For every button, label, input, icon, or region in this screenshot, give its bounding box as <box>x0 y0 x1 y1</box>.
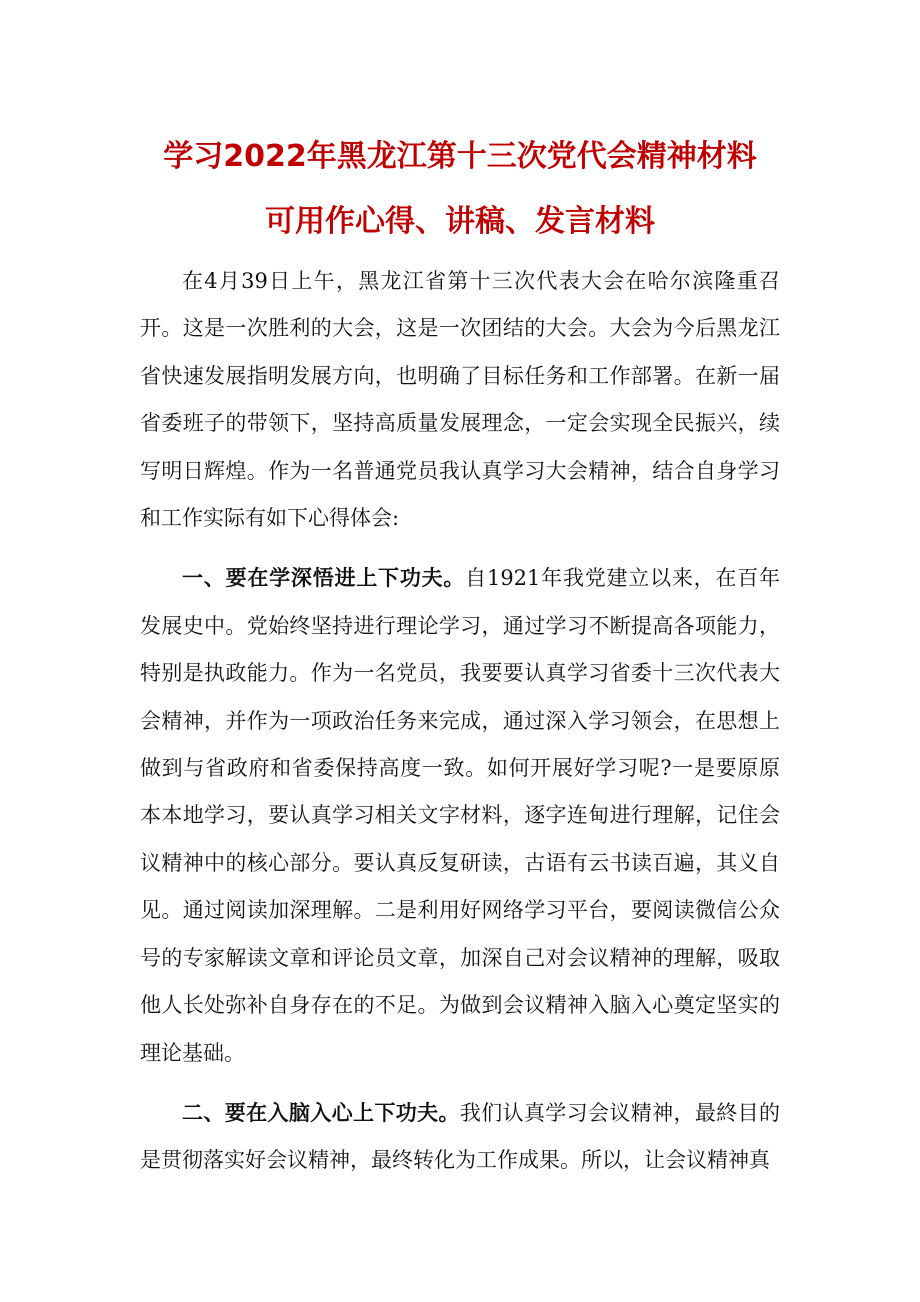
paragraph-lead: 一、要在学深悟进上下功夫。 <box>182 565 466 591</box>
document-body <box>140 257 780 1185</box>
paragraph-lead: 二、要在入脑入心上下功夫。 <box>182 1099 460 1125</box>
document-title-line-1: 学习2022年黑龙江第十三次党代会精神材料 <box>163 139 757 174</box>
paragraph-text: 在4月39日上午，黑龙江省第十三次代表大会在哈尔滨隆重召开。这是一次胜利的大会，这是一次团结的大会。大会为今后黑龙江省快速发展指明发展方向，也明确了目标任务和工作部署。在新一届省委班子的带领下，坚持高质量发展理念，一定会实现全民振兴，续写明日辉煌。作为一名普通党员我认真学习大会精神，结合自身学习和工作实际有如下心得体会: <box>140 269 780 531</box>
paragraph-section-2 <box>140 1089 780 1185</box>
paragraph-text: 我们认真学习会议精神，最終目的是贯彻落实好会议精神，最终转化为工作成果。所以，让会议精神真 <box>140 1100 781 1173</box>
paragraph-text: 自1921年我党建立以来，在百年发展史中。党始终坚持进行理论学习，通过学习不断提高各项能力，特别是执政能力。作为一名党员，我要要认真学习省委十三次代表大会精神，并作为一项政治任务来完成，通过深入学习领会，在思想上做到与省政府和省委保持高度一致。如何开展好学习呢?一是要原原本本地学习，要认真学习相关文字材料，逐字连甸进行理解，记住会议精神中的核心部分。要认真反复研读，古语有云书读百遍，其义自见。通过阅读加深理解。二是利用好网络学习平台，要阅读微信公众号的专家解读文章和评论员文章，加深自己对会议精神的理解，吸取他人长处弥补自身存在的不足。为做到会议精神入脑入心奠定坚实的理论基础。 <box>140 566 780 1065</box>
paragraph-intro <box>140 257 780 542</box>
paragraph-section-1 <box>140 554 780 1076</box>
document-title-line-2: 可用作心得、讲稿、发言材料 <box>265 204 655 239</box>
